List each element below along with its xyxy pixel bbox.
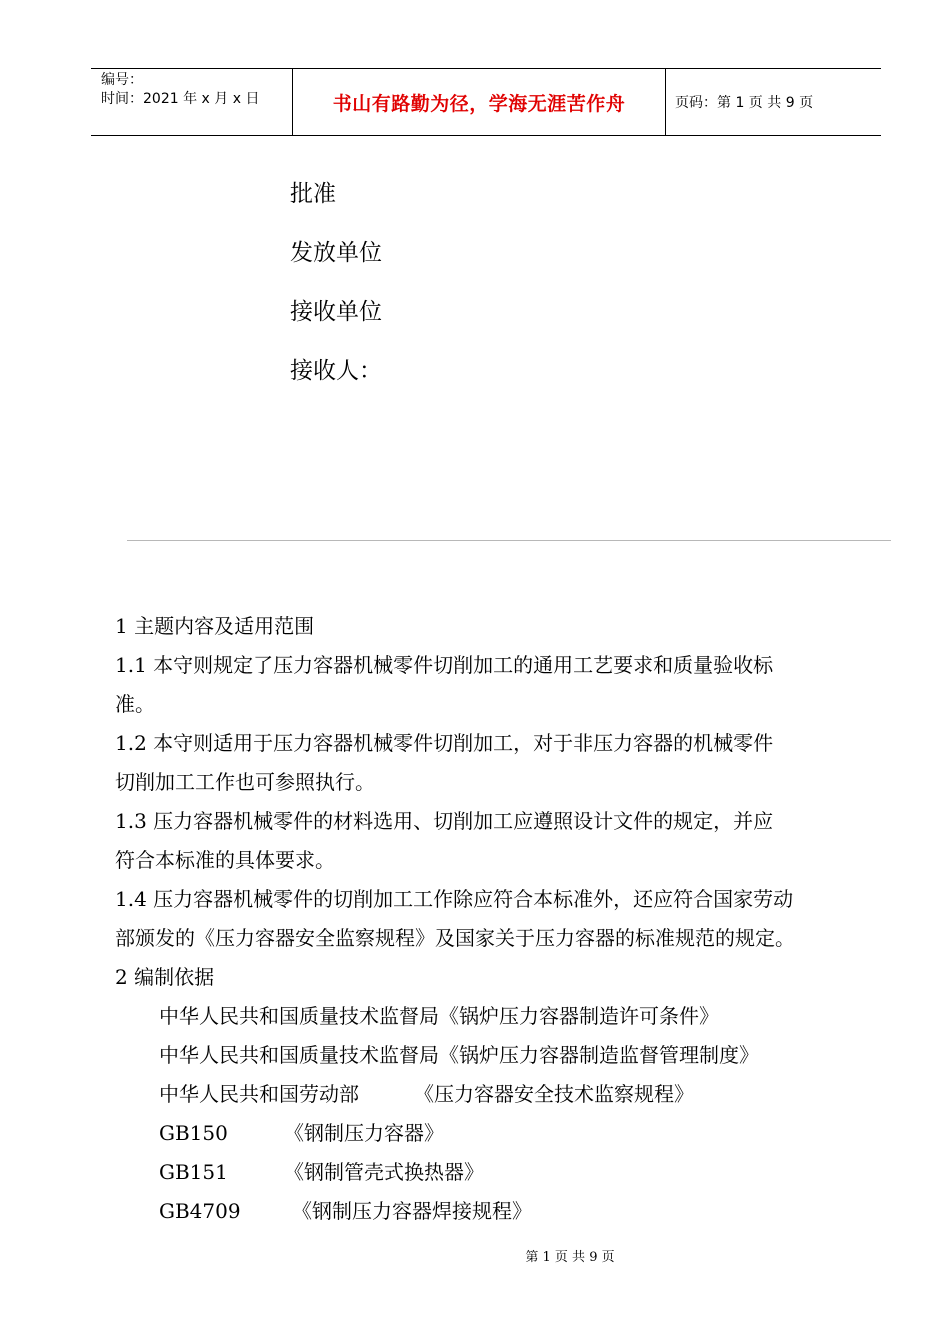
reference-org: GB151 — [159, 1160, 228, 1184]
paragraph-1-2-line-1: 1.2 本守则适用于压力容器机械零件切削加工，对于非压力容器的机械零件 — [115, 731, 774, 755]
reference-item — [115, 1075, 865, 1114]
approval-block — [290, 176, 382, 412]
section-divider — [127, 540, 891, 541]
reference-org: GB150 — [159, 1121, 228, 1145]
reference-org: GB4709 — [159, 1199, 241, 1223]
paragraph-1-1-line-1: 1.1 本守则规定了压力容器机械零件切削加工的通用工艺要求和质量验收标 — [115, 653, 774, 677]
reference-doc: 《锅炉压力容器制造监督管理制度》 — [439, 1043, 759, 1067]
receiving-unit-label: 接收单位 — [290, 299, 382, 325]
reference-item — [115, 1114, 865, 1153]
reference-item — [115, 997, 865, 1036]
section-2-heading: 2 编制依据 — [115, 965, 215, 989]
reference-org: 中华人民共和国质量技术监督局 — [159, 1004, 439, 1028]
page-footer: 第 1 页 共 9 页 — [525, 1250, 615, 1265]
paragraph-1-2-line-2: 切削加工工作也可参照执行。 — [115, 770, 375, 794]
reference-org: 中华人民共和国劳动部 — [159, 1082, 359, 1106]
reference-doc: 《钢制压力容器焊接规程》 — [292, 1199, 532, 1223]
approval-label: 批准 — [290, 181, 336, 207]
header-motto: 书山有路勤为径，学海无涯苦作舟 — [293, 69, 666, 135]
paragraph-1-4-line-2: 部颁发的《压力容器安全监察规程》及国家关于压力容器的标准规范的规定。 — [115, 926, 795, 950]
issuing-unit-label: 发放单位 — [290, 240, 382, 266]
reference-item — [115, 1192, 865, 1231]
header-page-info: 页码：第 1 页 共 9 页 — [675, 95, 814, 111]
section-1-heading: 1 主题内容及适用范围 — [115, 614, 315, 638]
paragraph-1-1-line-2: 准。 — [115, 692, 155, 716]
paragraph-1-3-line-1: 1.3 压力容器机械零件的材料选用、切削加工应遵照设计文件的规定，并应 — [115, 809, 774, 833]
receiver-label: 接收人： — [290, 358, 382, 384]
reference-item — [115, 1036, 865, 1075]
reference-org: 中华人民共和国质量技术监督局 — [159, 1043, 439, 1067]
document-number-label: 编号： — [101, 72, 143, 88]
reference-doc: 《钢制压力容器》 — [284, 1121, 444, 1145]
page-header — [91, 68, 881, 136]
header-meta — [91, 69, 293, 135]
paragraph-1-4-line-1: 1.4 压力容器机械零件的切削加工工作除应符合本标准外，还应符合国家劳动 — [115, 887, 794, 911]
reference-doc: 《锅炉压力容器制造许可条件》 — [439, 1004, 719, 1028]
reference-item — [115, 1153, 865, 1192]
document-time-label: 时间：2021 年 x 月 x 日 — [101, 91, 260, 107]
reference-doc: 《钢制管壳式换热器》 — [284, 1160, 484, 1184]
reference-doc: 《压力容器安全技术监察规程》 — [414, 1082, 694, 1106]
document-body — [115, 607, 865, 1231]
paragraph-1-3-line-2: 符合本标准的具体要求。 — [115, 848, 335, 872]
